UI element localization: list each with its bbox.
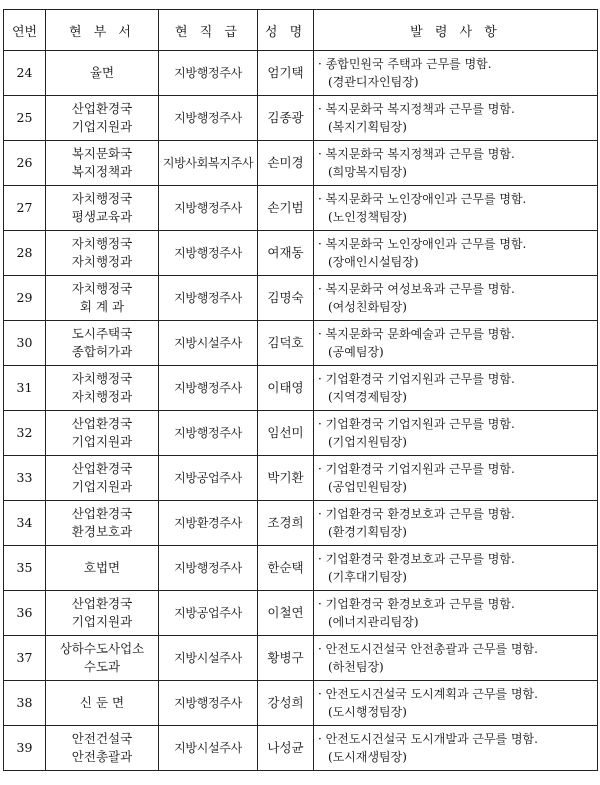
department-line: 산업환경국 xyxy=(71,596,133,611)
order-team: (장애인시설팀장) xyxy=(328,255,419,269)
cell-order xyxy=(314,591,598,636)
cell-order xyxy=(314,186,598,231)
cell-department xyxy=(46,96,159,141)
table-row xyxy=(4,411,598,456)
department-line: 상하수도사업소 xyxy=(59,641,145,656)
cell-department xyxy=(46,591,159,636)
cell-grade: 지방행정주사 xyxy=(159,546,258,591)
cell-name: 김종광 xyxy=(258,96,314,141)
order-text: · 기업환경국 기업지원과 근무를 명함. xyxy=(318,462,515,476)
cell-department xyxy=(46,366,159,411)
cell-grade: 지방행정주사 xyxy=(159,186,258,231)
table-row xyxy=(4,51,598,96)
cell-no: 39 xyxy=(4,726,46,771)
cell-department xyxy=(46,456,159,501)
cell-grade: 지방시설주사 xyxy=(159,636,258,681)
department-line: 도시주택국 xyxy=(71,326,133,341)
cell-no: 27 xyxy=(4,186,46,231)
cell-department xyxy=(46,636,159,681)
department-line: 자치행정국 xyxy=(71,371,133,386)
order-team: (기업지원팀장) xyxy=(328,435,407,449)
department-line: 안전총괄과 xyxy=(71,749,133,764)
cell-no: 31 xyxy=(4,366,46,411)
cell-no: 36 xyxy=(4,591,46,636)
department-line: 율면 xyxy=(89,65,115,80)
order-text: · 기업환경국 환경보호과 근무를 명함. xyxy=(318,597,515,611)
cell-grade: 지방행정주사 xyxy=(159,366,258,411)
department-line: 복지정책과 xyxy=(71,164,133,179)
department-line: 기업지원과 xyxy=(71,479,133,494)
cell-name: 김명숙 xyxy=(258,276,314,321)
table-row xyxy=(4,231,598,276)
cell-name: 임선미 xyxy=(258,411,314,456)
order-team: (희망복지팀장) xyxy=(328,165,407,179)
order-team: (환경기획팀장) xyxy=(328,525,407,539)
department-line: 신 둔 면 xyxy=(79,695,125,710)
cell-department xyxy=(46,501,159,546)
department-line: 기업지원과 xyxy=(71,434,133,449)
cell-no: 26 xyxy=(4,141,46,186)
cell-order xyxy=(314,141,598,186)
department-line: 수도과 xyxy=(83,659,121,674)
order-team: (하천팀장) xyxy=(328,660,384,674)
table-row xyxy=(4,141,598,186)
department-line: 산업환경국 xyxy=(71,101,133,116)
order-text: · 복지문화국 노인장애인과 근무를 명함. xyxy=(318,192,527,206)
cell-name: 이태영 xyxy=(258,366,314,411)
table-row xyxy=(4,726,598,771)
department-line: 호법면 xyxy=(83,560,121,575)
order-text: · 복지문화국 복지정책과 근무를 명함. xyxy=(318,147,515,161)
cell-no: 32 xyxy=(4,411,46,456)
cell-grade: 지방행정주사 xyxy=(159,411,258,456)
cell-name: 박기환 xyxy=(258,456,314,501)
department-line: 환경보호과 xyxy=(71,524,133,539)
header-order: 발 령 사 항 xyxy=(314,10,598,51)
table-row xyxy=(4,636,598,681)
table-row xyxy=(4,186,598,231)
order-team: (도시행정팀장) xyxy=(328,705,407,719)
order-team: (공업민원팀장) xyxy=(328,480,407,494)
cell-order xyxy=(314,366,598,411)
cell-order xyxy=(314,546,598,591)
cell-department xyxy=(46,231,159,276)
order-text: · 복지문화국 노인장애인과 근무를 명함. xyxy=(318,237,527,251)
department-line: 자치행정국 xyxy=(71,236,133,251)
department-line: 평생교육과 xyxy=(71,209,133,224)
order-text: · 복지문화국 여성보육과 근무를 명함. xyxy=(318,282,515,296)
cell-grade: 지방시설주사 xyxy=(159,726,258,771)
order-team: (지역경제팀장) xyxy=(328,390,407,404)
cell-no: 29 xyxy=(4,276,46,321)
table-row xyxy=(4,276,598,321)
order-text: · 기업환경국 환경보호과 근무를 명함. xyxy=(318,507,515,521)
cell-no: 35 xyxy=(4,546,46,591)
department-line: 산업환경국 xyxy=(71,506,133,521)
cell-order xyxy=(314,321,598,366)
department-line: 복지문화국 xyxy=(71,146,133,161)
order-text: · 기업환경국 기업지원과 근무를 명함. xyxy=(318,417,515,431)
cell-name: 나성균 xyxy=(258,726,314,771)
cell-department xyxy=(46,321,159,366)
cell-order xyxy=(314,231,598,276)
cell-no: 24 xyxy=(4,51,46,96)
department-line: 기업지원과 xyxy=(71,119,133,134)
cell-name: 강성희 xyxy=(258,681,314,726)
department-line: 산업환경국 xyxy=(71,461,133,476)
cell-department xyxy=(46,186,159,231)
cell-grade: 지방공업주사 xyxy=(159,456,258,501)
cell-no: 30 xyxy=(4,321,46,366)
cell-name: 이철연 xyxy=(258,591,314,636)
cell-grade: 지방환경주사 xyxy=(159,501,258,546)
cell-grade: 지방행정주사 xyxy=(159,96,258,141)
cell-name: 한순택 xyxy=(258,546,314,591)
table-row xyxy=(4,456,598,501)
order-text: · 기업환경국 환경보호과 근무를 명함. xyxy=(318,552,515,566)
cell-no: 28 xyxy=(4,231,46,276)
header-name: 성 명 xyxy=(258,10,314,51)
order-team: (여성친화팀장) xyxy=(328,300,407,314)
cell-grade: 지방행정주사 xyxy=(159,231,258,276)
header-grade: 현 직 급 xyxy=(159,10,258,51)
table-row xyxy=(4,321,598,366)
order-team: (노인정책팀장) xyxy=(328,210,407,224)
department-line: 기업지원과 xyxy=(71,614,133,629)
table-row xyxy=(4,591,598,636)
cell-department xyxy=(46,681,159,726)
cell-department xyxy=(46,51,159,96)
cell-name: 조경희 xyxy=(258,501,314,546)
cell-order xyxy=(314,51,598,96)
order-text: · 안전도시건설국 도시개발과 근무를 명함. xyxy=(318,732,538,746)
order-team: (공예팀장) xyxy=(328,345,384,359)
department-line: 산업환경국 xyxy=(71,416,133,431)
table-row xyxy=(4,96,598,141)
cell-order xyxy=(314,456,598,501)
cell-grade: 지방사회복지주사 xyxy=(159,141,258,186)
cell-order xyxy=(314,411,598,456)
header-no: 연번 xyxy=(4,10,46,51)
header-department: 현 부 서 xyxy=(46,10,159,51)
cell-order xyxy=(314,96,598,141)
cell-name: 손기범 xyxy=(258,186,314,231)
department-line: 자치행정국 xyxy=(71,281,133,296)
cell-department xyxy=(46,411,159,456)
department-line: 종합허가과 xyxy=(71,344,133,359)
cell-no: 38 xyxy=(4,681,46,726)
cell-grade: 지방공업주사 xyxy=(159,591,258,636)
table-row xyxy=(4,681,598,726)
cell-grade: 지방행정주사 xyxy=(159,276,258,321)
table-row xyxy=(4,501,598,546)
cell-order xyxy=(314,636,598,681)
department-line: 자치행정과 xyxy=(71,389,133,404)
cell-department xyxy=(46,546,159,591)
header-row xyxy=(4,10,598,51)
cell-no: 33 xyxy=(4,456,46,501)
cell-order xyxy=(314,501,598,546)
cell-name: 엄기택 xyxy=(258,51,314,96)
order-team: (기후대기팀장) xyxy=(328,570,407,584)
order-team: (복지기획팀장) xyxy=(328,120,407,134)
department-line: 자치행정과 xyxy=(71,254,133,269)
cell-name: 여재동 xyxy=(258,231,314,276)
order-team: (도시재생팀장) xyxy=(328,750,407,764)
cell-grade: 지방시설주사 xyxy=(159,321,258,366)
department-line: 자치행정국 xyxy=(71,191,133,206)
department-line: 안전건설국 xyxy=(71,731,133,746)
order-text: · 복지문화국 문화예술과 근무를 명함. xyxy=(318,327,515,341)
cell-no: 34 xyxy=(4,501,46,546)
cell-no: 37 xyxy=(4,636,46,681)
order-text: · 기업환경국 기업지원과 근무를 명함. xyxy=(318,372,515,386)
order-text: · 종합민원국 주택과 근무를 명함. xyxy=(318,57,492,71)
cell-department xyxy=(46,141,159,186)
cell-no: 25 xyxy=(4,96,46,141)
order-text: · 복지문화국 복지정책과 근무를 명함. xyxy=(318,102,515,116)
personnel-order-table xyxy=(3,9,598,771)
cell-order xyxy=(314,726,598,771)
cell-grade: 지방행정주사 xyxy=(159,681,258,726)
order-text: · 안전도시건설국 도시계획과 근무를 명함. xyxy=(318,687,538,701)
table-body xyxy=(4,51,598,771)
cell-department xyxy=(46,276,159,321)
cell-department xyxy=(46,726,159,771)
order-team: (에너지관리팀장) xyxy=(328,615,419,629)
table-row xyxy=(4,546,598,591)
cell-name: 손미경 xyxy=(258,141,314,186)
cell-name: 김덕호 xyxy=(258,321,314,366)
table-row xyxy=(4,366,598,411)
cell-name: 황병구 xyxy=(258,636,314,681)
order-text: · 안전도시건설국 안전총괄과 근무를 명함. xyxy=(318,642,538,656)
cell-grade: 지방행정주사 xyxy=(159,51,258,96)
cell-order xyxy=(314,276,598,321)
department-line: 회 계 과 xyxy=(79,299,125,314)
order-team: (경관디자인팀장) xyxy=(328,75,419,89)
cell-order xyxy=(314,681,598,726)
